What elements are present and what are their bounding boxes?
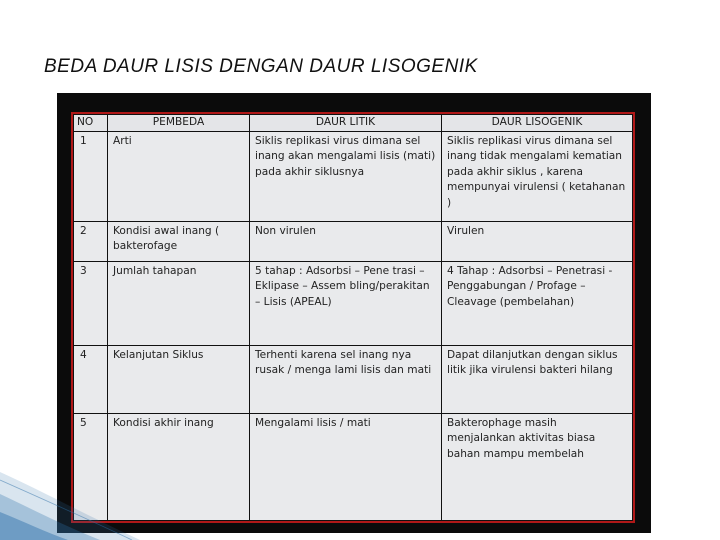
header-no: NO [74,115,108,132]
cell-no: 2 [74,222,108,262]
slide-title: BEDA DAUR LISIS DENGAN DAUR LISOGENIK [44,56,478,77]
table-row [74,222,633,262]
table-row [74,346,633,414]
cell-pembeda: Kondisi awal inang ( bakterofage [108,222,250,262]
comparison-table [73,114,633,521]
cell-daur-lisogenik: Virulen [442,222,633,262]
cell-no: 1 [74,132,108,222]
comparison-table-container [71,112,635,523]
cell-daur-litik: Terhenti karena sel inang nya rusak / menga lami lisis dan mati [250,346,442,414]
cell-daur-lisogenik: 4 Tahap : Adsorbsi – Penetrasi - Penggabungan / Profage – Cleavage (pembelahan) [442,262,633,346]
cell-daur-lisogenik: Bakterophage masih menjalankan aktivitas biasa bahan mampu membelah [442,414,633,521]
slide-corner-decoration [0,450,140,540]
table-row [74,132,633,222]
cell-pembeda: Kelanjutan Siklus [108,346,250,414]
cell-daur-litik: Non virulen [250,222,442,262]
cell-no: 4 [74,346,108,414]
table-header-row [74,115,633,132]
header-pembeda: PEMBEDA [108,115,250,132]
cell-daur-litik: Mengalami lisis / mati [250,414,442,521]
cell-pembeda: Arti [108,132,250,222]
cell-pembeda: Jumlah tahapan [108,262,250,346]
table-image-frame [57,93,651,533]
header-daur-litik: DAUR LITIK [250,115,442,132]
header-daur-lisogenik: DAUR LISOGENIK [442,115,633,132]
cell-daur-lisogenik: Siklis replikasi virus dimana sel inang tidak mengalami kematian pada akhir siklus , karena mempunyai virulensi ( ketahanan ) [442,132,633,222]
cell-daur-lisogenik: Dapat dilanjutkan dengan siklus litik jika virulensi bakteri hilang [442,346,633,414]
table-row [74,414,633,521]
cell-daur-litik: Siklis replikasi virus dimana sel inang akan mengalami lisis (mati) pada akhir siklusnya [250,132,442,222]
cell-no: 3 [74,262,108,346]
cell-daur-litik: 5 tahap : Adsorbsi – Pene trasi – Eklipase – Assem bling/perakitan – Lisis (APEAL) [250,262,442,346]
table-row [74,262,633,346]
cell-pembeda: Kondisi akhir inang [108,414,250,521]
cell-no: 5 [74,414,108,521]
